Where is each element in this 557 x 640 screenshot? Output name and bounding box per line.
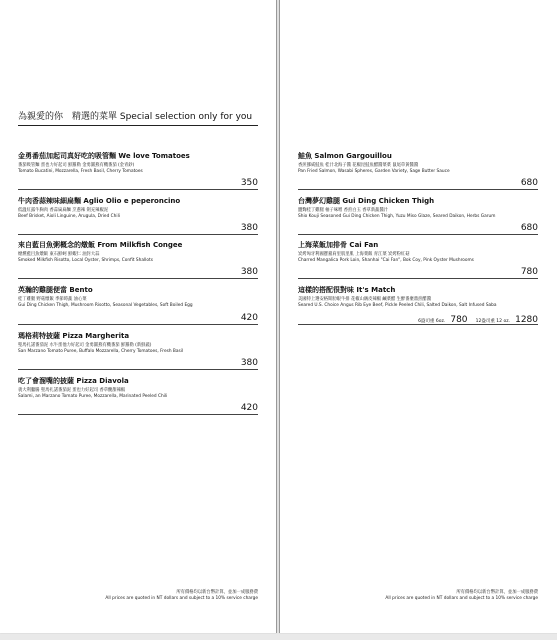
menu-item-price: 380 — [240, 223, 258, 233]
size-price-6oz: 780 — [450, 315, 468, 325]
menu-item-title: 台灣夢幻雞腿 Gui Ding Chicken Thigh — [298, 197, 435, 205]
menu-item-description-zh: 聖馬扎諾番茄泥 水牛蛋他力好起司 金勇圓燕有機番茄 鮮羅勒 (新鮮蔬) — [18, 343, 152, 348]
menu-item-title: 上海菜飯加排骨 Cai Fan — [298, 241, 379, 249]
menu-item-price: 380 — [240, 267, 258, 277]
menu-item-description-en: San Marzano Tomato Puree, Buffalo Mozzarella, Cherry Tomatoes, Fresh Basil — [18, 349, 184, 354]
menu-item-description-en: Pan Fried Salmon, Wasabi Spheres, Garden Variety, Sage Butter Sauce — [298, 169, 450, 174]
menu-item-title: 金勇番茄加起司真好吃的吸管麵 We love Tomatoes — [18, 152, 190, 160]
menu-item-description-en: Smoked Milkfish Risotto, Local Oyster, Shrimps, Confit Shallots — [18, 258, 153, 263]
menu-item-title: 吃了會溜嘴的披薩 Pizza Diavola — [18, 377, 129, 385]
menu-item-description-zh: 煙燻藍目魚燉飯 東石鮮蚵 鮮蝦仁 油封大蒜 — [18, 252, 100, 257]
menu-item-milkfish-congee — [18, 241, 258, 277]
menu-item-description-en: Seared U.S. Choice Angus Rib Eye Beef, Pickle Peeled Chili, Salted Daikon, Salt Infused Saba — [298, 303, 497, 308]
menu-item-description-zh: 低溫紅露牛胸肉 香蒜扁扁麵 烹蔥辣 劍充辣椒泥 — [18, 208, 109, 213]
size-label-6oz: 6盎司重 6oz. — [418, 319, 446, 324]
menu-item-its-match — [298, 286, 538, 325]
menu-item-bento — [18, 286, 258, 323]
menu-item-description-en: Tomato Bucatini, Mozzarella, Fresh Basil, Cherry Tomatoes — [18, 169, 143, 174]
service-charge-note-en: All prices are quoted in NT dollars and subject to a 10% service charge — [105, 596, 258, 601]
menu-item-description-en: Beef Brisket, Aioli Linguine, Arugula, Dried Chili — [18, 214, 120, 219]
menu-item-description-en: Salami, an Marzano Tomato Puree, Mozzarella, Marinated Peeled Chili — [18, 394, 168, 399]
item-divider — [298, 189, 538, 190]
menu-heading: 為親愛的你 精選的菜單 Special selection only for you — [18, 112, 253, 122]
menu-item-title: 瑪格莉特披薩 Pizza Margherita — [18, 332, 130, 340]
service-charge-note-zh: 所有價格均以新台幣計算，並加一成服務費 — [456, 590, 538, 595]
menu-item-description-en: Shio Kouji Seasoned Gui Ding Chicken Thigh, Yuzu Miso Glaze, Seared Daikon, Herbs Garum — [298, 214, 496, 219]
menu-item-price: 380 — [240, 358, 258, 368]
service-charge-note-zh: 所有價格均以新台幣計算，並加一成服務費 — [176, 590, 258, 595]
menu-item-gui-ding-chicken — [298, 197, 538, 233]
menu-item-salmon-gargouillou — [298, 152, 538, 188]
menu-item-description-zh: 香煎挪威鮭魚 桂汁北海子醬 花椒昆鮭魚醋醬菜菜 鼠尾草黃醬醬 — [298, 163, 419, 168]
menu-item-we-love-tomatoes — [18, 152, 258, 188]
service-charge-note — [298, 590, 538, 602]
menu-item-description-en: Gui Ding Chicken Thigh, Mushroom Risotto, Seasonal Vegetables, Soft Boiled Egg — [18, 303, 193, 308]
service-charge-note-en: All prices are quoted in NT dollars and subject to a 10% service charge — [385, 596, 538, 601]
item-divider — [298, 234, 538, 235]
item-divider — [18, 324, 258, 325]
menu-item-title: 鮭魚 Salmon Gargouillou — [298, 152, 392, 160]
menu-item-price: 350 — [240, 178, 258, 188]
menu-item-price: 420 — [240, 403, 258, 413]
menu-item-price: 780 — [520, 267, 538, 277]
menu-item-description-zh: 炭烤匈牙利國寶豬肩里肌里肌 上海菜飯 青江菜 炭烤粉紅菇 — [298, 252, 410, 257]
service-charge-note — [18, 590, 258, 602]
menu-item-price: 680 — [520, 178, 538, 188]
menu-page-right — [279, 0, 557, 633]
heading-divider — [18, 125, 258, 126]
menu-item-description-en: Charred Mangalica Pork Loin, Shanhai "Cai Fan", Bok Coy, Pink Oyster Mushrooms — [298, 258, 474, 263]
item-divider — [18, 278, 258, 279]
menu-item-title: 來自藍目魚粥概念的燉飯 From Milkfish Congee — [18, 241, 183, 249]
menu-item-description-zh: 美國特上選安格斯肋眼牛排 花椒山賊皮辣椒 鹹菜醋 生醉番麼鼎煎醋醬 — [298, 297, 432, 302]
item-divider — [298, 278, 538, 279]
menu-item-aglio-olio — [18, 197, 258, 233]
menu-item-pizza-diavola — [18, 377, 258, 413]
menu-item-title: 英瀚的雞腿便當 Bento — [18, 286, 93, 294]
menu-item-description-zh: 番茄吸管麵 蛋也力好起司 鮮羅勒 金勇圓燕有機番茄 (金青鈔) — [18, 163, 135, 168]
menu-item-description-zh: 義大利臘腸 聖馬扎諾番茄泥 蛋也力好起司 香草醃甜辣椒 — [18, 388, 126, 393]
menu-item-title: 牛肉香蒜辣味細扁麵 Aglio Olio e peperoncino — [18, 197, 181, 205]
item-divider — [18, 369, 258, 370]
item-divider — [18, 189, 258, 190]
size-price-12oz: 1280 — [515, 315, 538, 325]
item-divider — [18, 234, 258, 235]
size-label-12oz: 12盎司重 12 oz. — [475, 319, 510, 324]
menu-item-title: 這樣的搭配很對味 It's Match — [298, 286, 396, 294]
menu-item-price: 680 — [520, 223, 538, 233]
menu-item-description-zh: 鹽麴桂丁雞腿 柚子味噌 香煎白玉 香草新蔬醬汁 — [298, 208, 389, 213]
menu-item-cai-fan — [298, 241, 538, 277]
menu-page-left — [0, 0, 277, 633]
item-divider — [18, 414, 258, 415]
item-divider — [298, 324, 538, 325]
menu-item-price: 420 — [240, 313, 258, 323]
menu-item-pizza-margherita — [18, 332, 258, 368]
menu-item-description-zh: 桂丁雞腿 野菇燉飯 季節時蔬 油心菜 — [18, 297, 87, 302]
